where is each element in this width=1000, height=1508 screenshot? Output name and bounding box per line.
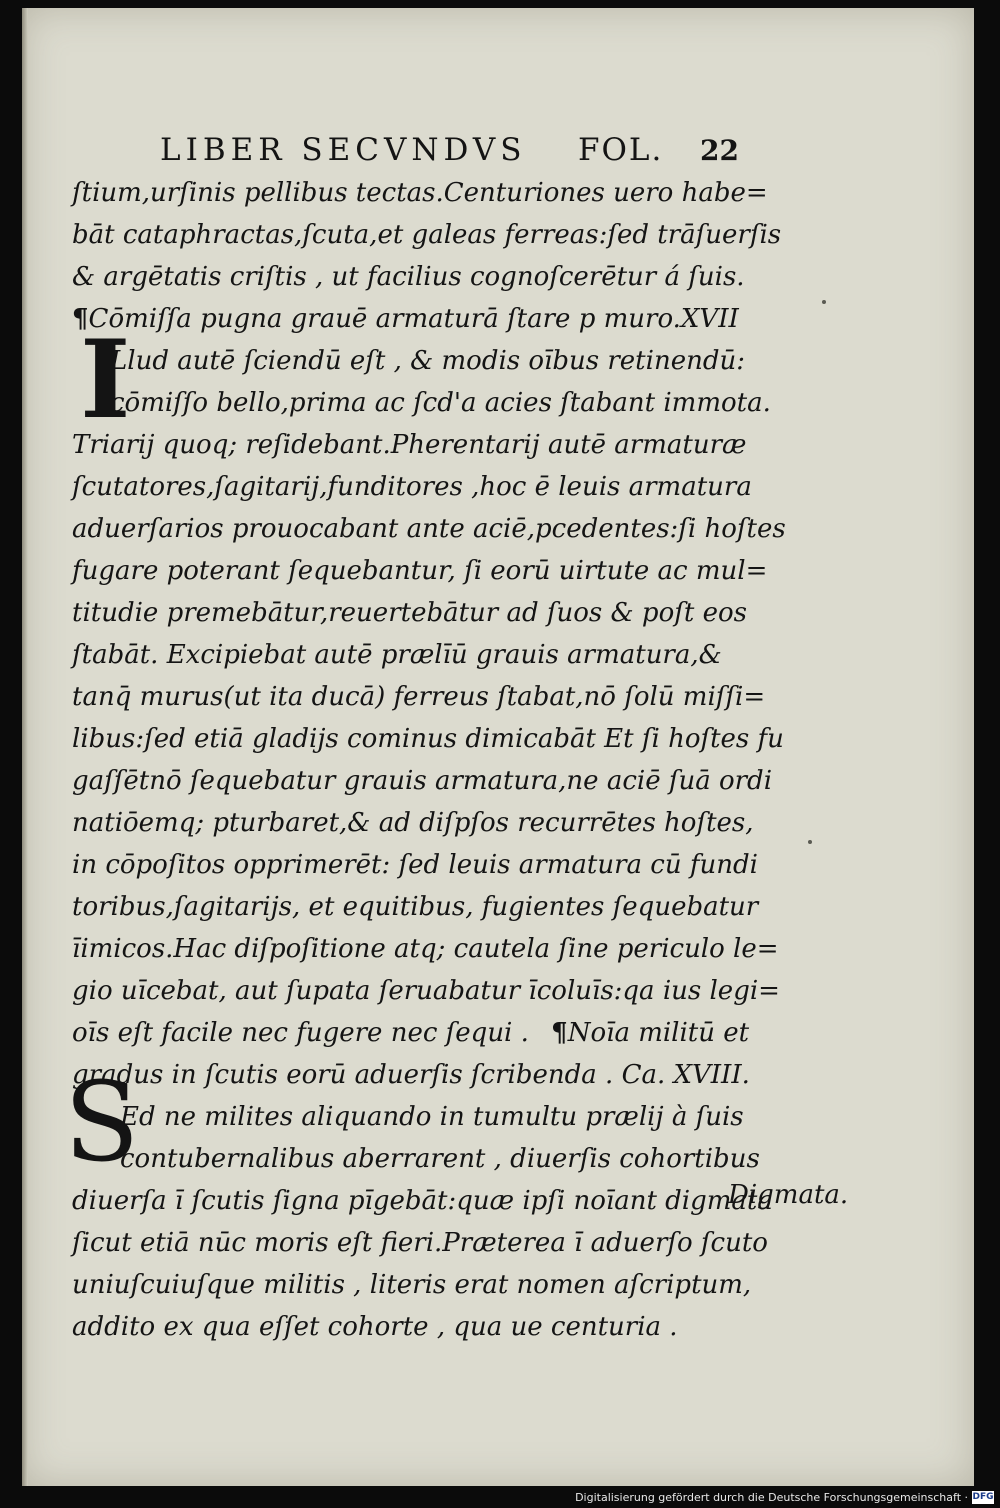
text-line: ſcutatores,ſagitarij,funditores ,hoc ē leuis armatura — [72, 472, 752, 502]
chapter-rubric: Cōmiſſa pugna grauē armaturā ſtare p muro.XVII — [88, 304, 739, 334]
text-line: titudie premebātur,reuertebātur ad ſuos & poſt eos — [72, 598, 747, 628]
text-line: ſicut etiā nūc moris eſt fieri.Præterea ī aduerſo ſcuto — [72, 1228, 768, 1258]
text-line: uniuſcuiuſque militis , literis erat nomen aſcriptum, — [72, 1270, 752, 1300]
text-line: gaſſētnō ſequebatur grauis armatura,ne aciē ſuā ordi — [72, 766, 773, 796]
text-line: toribus,ſagitarijs, et equitibus, fugientes ſequebatur — [72, 892, 759, 922]
drop-initial-s: S — [64, 1058, 140, 1186]
dfg-logo: DFG — [972, 1492, 994, 1502]
text-line: bāt cataphractas,ſcuta,et galeas ferreas:ſed trāſuerſis — [72, 220, 782, 250]
running-header — [160, 128, 740, 168]
text-line: natiōemq; pturbaret,& ad diſpſos recurrētes hoſtes, — [72, 808, 754, 838]
text-line: addito ex qua eſſet cohorte , qua ue centuria . — [72, 1312, 678, 1342]
text-line: gio uīcebat, aut ſupata ſeruabatur īcoluīs:qa ius legi= — [72, 976, 780, 1006]
paper-speck — [808, 840, 812, 844]
text-line: libus:ſed etiā gladijs cominus dimicabāt Et ſi hoſtes fu — [72, 724, 784, 754]
text-segment: oīs eſt facile nec fugere nec ſequi . — [72, 1018, 529, 1048]
text-line: Triarij quoq; reſidebant.Pherentarij autē armaturæ — [72, 430, 747, 460]
text-line: in cōpoſitos opprimerēt: ſed leuis armatura cū fundi — [72, 850, 758, 880]
text-line-with-rubric — [72, 1016, 749, 1056]
text-line: aduerſarios prouocabant ante aciē,pcedentes:ſi hoſtes — [72, 514, 786, 544]
page-gutter-edge — [22, 8, 28, 1486]
text-line: Llud autē ſciendū eſt , & modis oībus retinendū: — [110, 346, 745, 376]
text-line: tanq̄ murus(ut ita ducā) ferreus ſtabat,nō ſolū miſſi= — [72, 682, 766, 712]
folio-number: 22 — [700, 134, 739, 167]
pilcrow-mark: ¶ — [551, 1018, 568, 1048]
pilcrow-mark: ¶ — [72, 304, 89, 334]
text-line: īimicos.Hac diſpoſitione atq; cautela ſine periculo le= — [72, 934, 779, 964]
dfg-credit-text: Digitalisierung gefördert durch die Deutsche Forschungsgemeinschaft · — [575, 1491, 968, 1504]
marginal-note: Digmata. — [728, 1180, 849, 1210]
chapter-rubric-line — [72, 302, 739, 342]
chapter-rubric: Noīa militū et — [567, 1018, 750, 1048]
text-line: ſtabāt. Excipiebat autē prælīū grauis armatura,& — [72, 640, 722, 670]
running-title: LIBER SECVNDVS — [160, 132, 527, 168]
text-line: cōmiſſo bello,prima ac ſcd'a acies ſtabant immota. — [110, 388, 771, 418]
paper-speck — [822, 300, 826, 304]
drop-initial-i: I — [80, 317, 131, 443]
text-line: fugare poterant ſequebantur, ſi eorū uirtute ac mul= — [72, 556, 768, 586]
text-line: contubernalibus aberrarent , diuerſis cohortibus — [120, 1144, 760, 1174]
text-line: & argētatis criſtis , ut facilius cognoſcerētur á ſuis. — [72, 262, 745, 292]
chapter-rubric-line: gradus in ſcutis eorū aduerſis ſcribenda . Ca. XVIII. — [72, 1060, 750, 1090]
text-line: diuerſa ī ſcutis ſigna pīgebāt:quæ ipſi noīant digmata — [72, 1186, 773, 1216]
text-line: ſtium,urſinis pellibus tectas.Centuriones uero habe= — [72, 178, 768, 208]
text-line: Ed ne milites aliquando in tumultu prælij à ſuis — [120, 1102, 744, 1132]
folio-label: FOL. — [578, 132, 664, 168]
